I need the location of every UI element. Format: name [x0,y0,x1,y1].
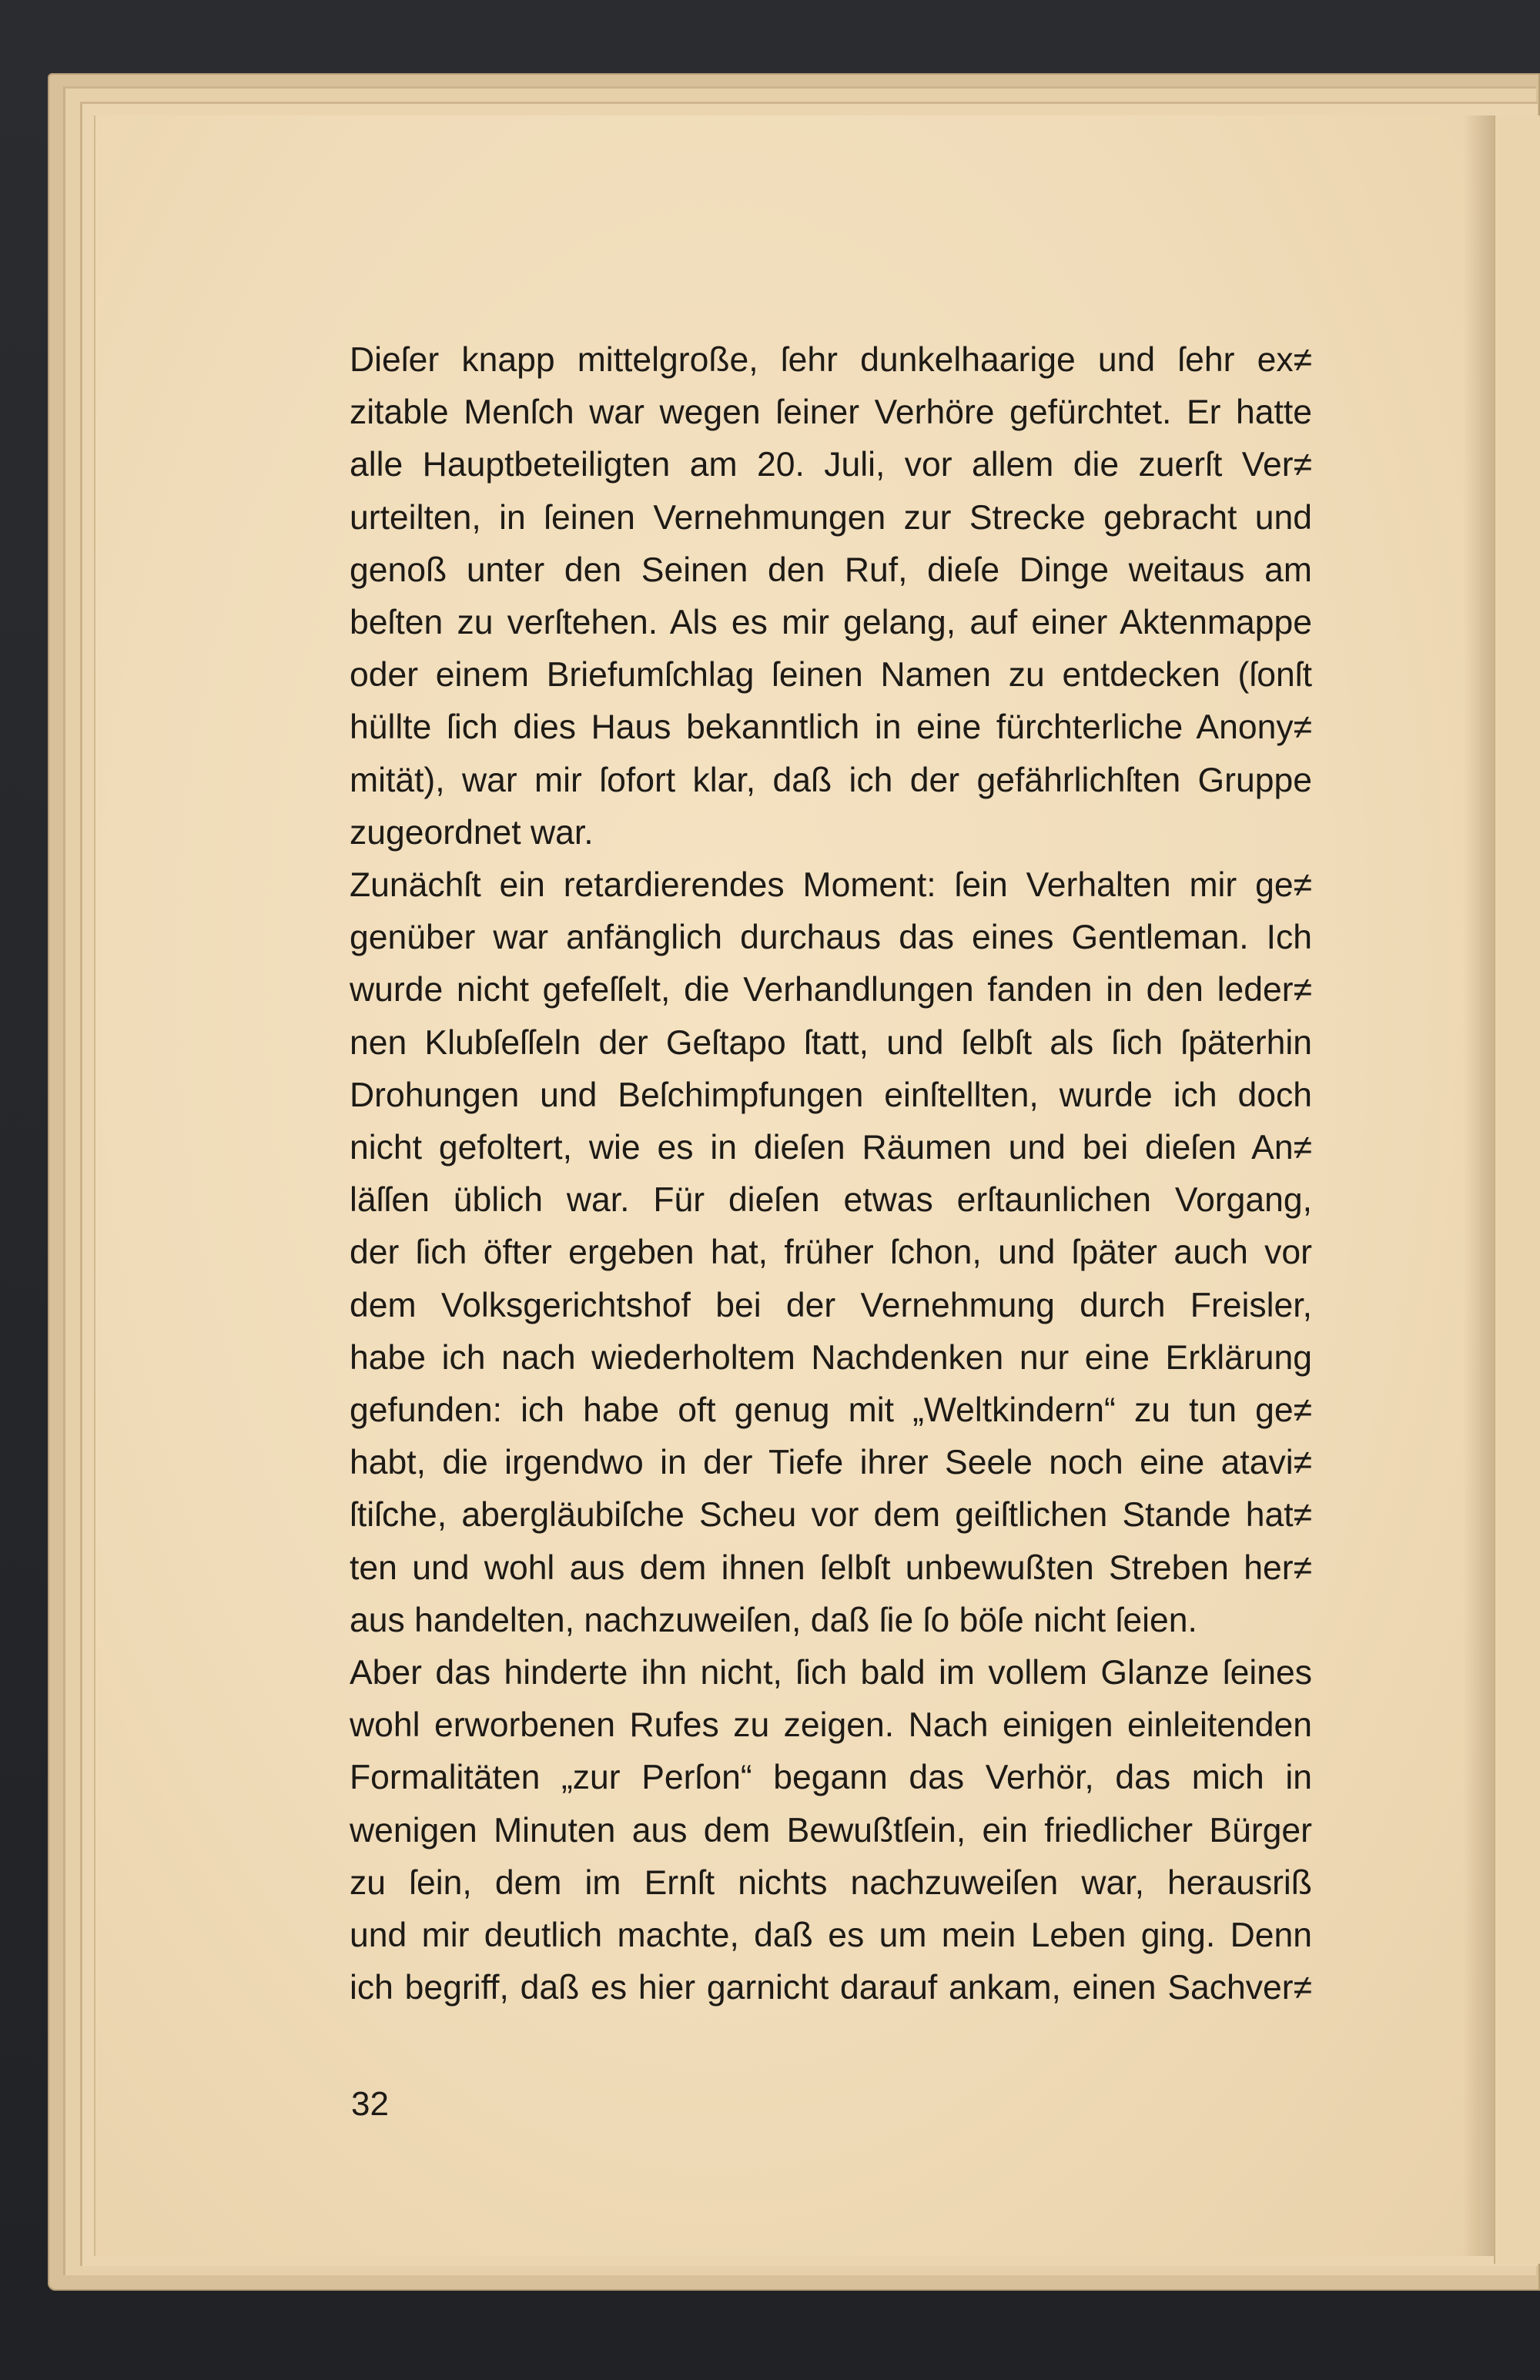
text-line: nicht gefoltert, wie es in dieſen Räumen und bei dieſen An≠ [350,1129,1312,1167]
text-line: hüllte ſich dies Haus bekanntlich in eine fürchterliche Anony≠ [350,708,1312,747]
text-line: genüber war anfänglich durchaus das eines Gentleman. Ich [350,919,1312,957]
spine-shadow [1463,115,1494,2256]
text-line: Aber das hinderte ihn nicht, ſich bald im vollem Glanze ſeines [350,1654,1312,1692]
text-line: ten und wohl aus dem ihnen ſelbſt unbewußten Streben her≠ [350,1548,1312,1587]
paragraph-3 [350,1647,1312,2014]
paragraph-1 [350,334,1312,859]
text-line: Dieſer knapp mittelgroße, ſehr dunkelhaarige und ſehr ex≠ [350,341,1312,379]
text-line: wurde nicht gefeſſelt, die Verhandlungen fanden in den leder≠ [350,971,1312,1009]
text-line: oder einem Briefumſchlag ſeinen Namen zu entdecken (ſonſt [350,656,1312,695]
text-line: alle Hauptbeteiligten am 20. Juli, vor allem die zuerſt Ver≠ [350,446,1312,484]
text-line: wohl erworbenen Rufes zu zeigen. Nach einigen einleitenden [350,1706,1312,1745]
text-line: wenigen Minuten aus dem Bewußtſein, ein friedlicher Bürger [350,1811,1312,1849]
text-line: zitable Menſch war wegen ſeiner Verhöre gefürchtet. Er hatte [350,393,1312,432]
text-line: zu ſein, dem im Ernſt nichts nachzuweiſen war, herausriß [350,1863,1312,1902]
facing-page-edge [1494,115,1540,2264]
text-line: ſtiſche, abergläubiſche Scheu vor dem geiſtlichen Stande hat≠ [350,1496,1312,1535]
paragraph-2 [350,859,1312,1647]
page-number: 32 [351,2085,389,2123]
text-line: urteilten, in ſeinen Vernehmungen zur Strecke gebracht und [350,498,1312,537]
text-line: genoß unter den Seinen den Ruf, dieſe Dinge weitaus am [350,551,1312,589]
text-line: Drohungen und Beſchimpfungen einſtellten, wurde ich doch [350,1076,1312,1114]
text-line: habe ich nach wiederholtem Nachdenken nur eine Erklärung [350,1338,1312,1377]
body-text [350,334,1312,2015]
text-line: läſſen üblich war. Für dieſen etwas erſtaunlichen Vorgang, [350,1181,1312,1220]
text-line: gefunden: ich habe oft genug mit „Weltkindern“ zu tun ge≠ [350,1391,1312,1430]
text-line: beſten zu verſtehen. Als es mir gelang, auf einer Aktenmappe [350,604,1312,642]
text-line: dem Volksgerichtshof bei der Vernehmung durch Freisler, [350,1286,1312,1324]
text-line: und mir deutlich machte, daß es um mein Leben ging. Denn [350,1916,1312,1955]
text-line: Zunächſt ein retardierendes Moment: ſein Verhalten mir ge≠ [350,866,1312,905]
text-line: ich begriff, daß es hier garnicht darauf ankam, einen Sachver≠ [350,1969,1312,2007]
text-line: Formalitäten „zur Perſon“ begann das Verhör, das mich in [350,1759,1312,1797]
text-line: nen Klubſeſſeln der Geſtapo ſtatt, und ſelbſt als ſich ſpäterhin [350,1023,1312,1062]
text-line: der ſich öfter ergeben hat, früher ſchon, und ſpäter auch vor [350,1234,1312,1272]
text-line: aus handelten, nachzuweiſen, daß ſie ſo böſe nicht ſeien. [350,1601,1197,1639]
text-line: mität), war mir ſofort klar, daß ich der gefährlichſten Gruppe [350,761,1312,799]
text-line: zugeordnet war. [350,813,594,852]
text-line: habt, die irgendwo in der Tiefe ihrer Seele noch eine atavi≠ [350,1444,1312,1482]
